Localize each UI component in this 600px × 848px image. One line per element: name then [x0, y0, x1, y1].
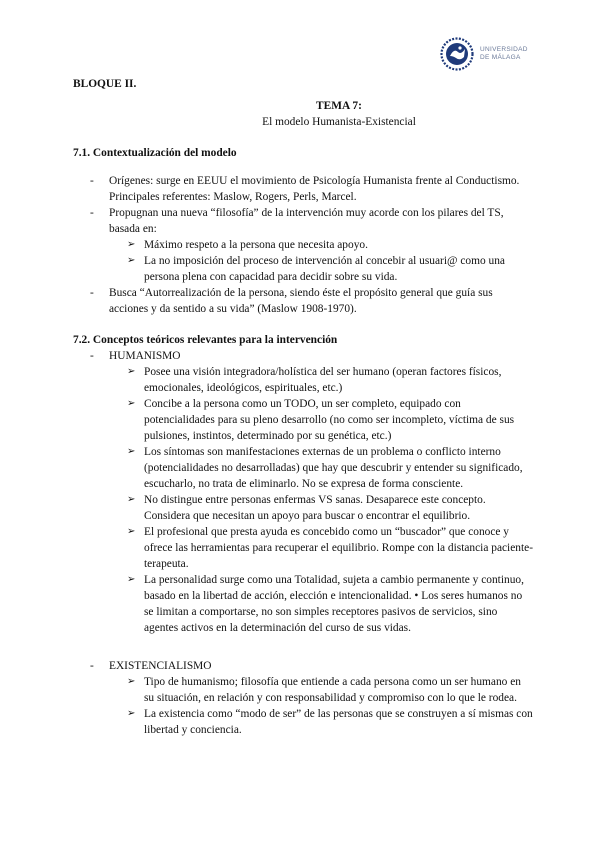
- humanismo-point-text: El profesional que presta ayuda es concebido como un “buscador” que conoce y ofrece las herramientas para recuperar el equilibrio. Rompe con la distancia paciente-terapeuta.: [144, 526, 533, 570]
- list-item: [73, 173, 533, 205]
- humanismo-point-text: Los síntomas son manifestaciones externas de un problema o conflicto interno (potencialidades no desarrolladas) que hay que descubrir y entender su significado, escucharlo, no trata de eliminarlo. No se expresa de forma consciente.: [144, 446, 523, 490]
- humanismo-point: [73, 524, 533, 572]
- list-item: [73, 205, 533, 285]
- existencialismo-points: [73, 674, 533, 738]
- list-item: [73, 285, 533, 317]
- university-name-line2: DE MÁLAGA: [480, 54, 521, 61]
- humanismo-list: [73, 348, 533, 364]
- list-item: [73, 348, 533, 364]
- university-name: [480, 46, 528, 62]
- humanismo-point: [73, 396, 533, 444]
- humanismo-point-text: Concibe a la persona como un TODO, un ser completo, equipado con potencialidades para su pleno desarrollo (no como ser incompleto, víctima de sus pulsiones, instintos, determinado por su genética, etc.): [144, 398, 515, 442]
- topic-title: TEMA 7:: [316, 100, 362, 112]
- humanismo-point: [73, 572, 533, 636]
- humanismo-point: [73, 492, 533, 524]
- humanismo-point-text: Posee una visión integradora/holística del ser humano (operan factores físicos, emocionales, ideológicos, espirituales, etc.): [144, 366, 502, 394]
- humanismo-points: [73, 364, 533, 636]
- section-1-sublist: [109, 237, 533, 285]
- existencialismo-point: [73, 706, 533, 738]
- section-heading-7-2: 7.2. Conceptos teóricos relevantes para la intervención: [73, 334, 338, 346]
- section-1-list: [73, 173, 533, 317]
- humanismo-point: [73, 444, 533, 492]
- list-item-text: Busca “Autorrealización de la persona, siendo éste el propósito general que guía sus acciones y da sentido a su vida” (Maslow 1908-1970).: [109, 287, 493, 315]
- sublist-item: [109, 237, 533, 253]
- sublist-item-text: Máximo respeto a la persona que necesita apoyo.: [144, 239, 368, 251]
- university-name-line1: UNIVERSIDAD: [480, 46, 528, 53]
- section-heading-7-1: 7.1. Contextualización del modelo: [73, 147, 237, 159]
- list-item-text: Orígenes: surge en EEUU el movimiento de Psicología Humanista frente al Conductismo. Principales referentes: Maslow, Rogers, Perls, Marcel.: [109, 175, 520, 203]
- block-heading: BLOQUE II.: [73, 78, 137, 90]
- humanismo-label: HUMANISMO: [109, 350, 181, 362]
- humanismo-point: [73, 364, 533, 396]
- existencialismo-list: [73, 658, 533, 674]
- humanismo-point-text: No distingue entre personas enfermas VS sanas. Desaparece este concepto. Considera que necesitan un apoyo para buscar o encontrar el equilibrio.: [144, 494, 486, 522]
- university-logo: [440, 36, 530, 72]
- list-item-text: Propugnan una nueva “filosofía” de la intervención muy acorde con los pilares del TS, basada en:: [109, 207, 504, 235]
- existencialismo-point-text: La existencia como “modo de ser” de las personas que se construyen a sí mismas con libertad y conciencia.: [144, 708, 533, 736]
- existencialismo-point: [73, 674, 533, 706]
- existencialismo-label: EXISTENCIALISMO: [109, 660, 212, 672]
- list-item: [73, 658, 533, 674]
- university-seal-icon: [440, 37, 474, 71]
- topic-subtitle: El modelo Humanista-Existencial: [262, 116, 416, 128]
- sublist-item: [109, 253, 533, 285]
- existencialismo-point-text: Tipo de humanismo; filosofía que entiende a cada persona como un ser humano en su situación, en relación y con responsabilidad y compromiso con lo que le rodea.: [144, 676, 521, 704]
- humanismo-point-text: La personalidad surge como una Totalidad, sujeta a cambio permanente y continuo, basado en la libertad de acción, elección e intencionalidad. • Los seres humanos no se limitan a comportarse, no son simples receptores pasivos de servicios, sino agentes activos en la determinación del curso de sus vidas.: [144, 574, 524, 634]
- document-body: [73, 76, 533, 738]
- sublist-item-text: La no imposición del proceso de intervención al concebir al usuari@ como una persona plena con capacidad para decidir sobre su vida.: [144, 255, 505, 283]
